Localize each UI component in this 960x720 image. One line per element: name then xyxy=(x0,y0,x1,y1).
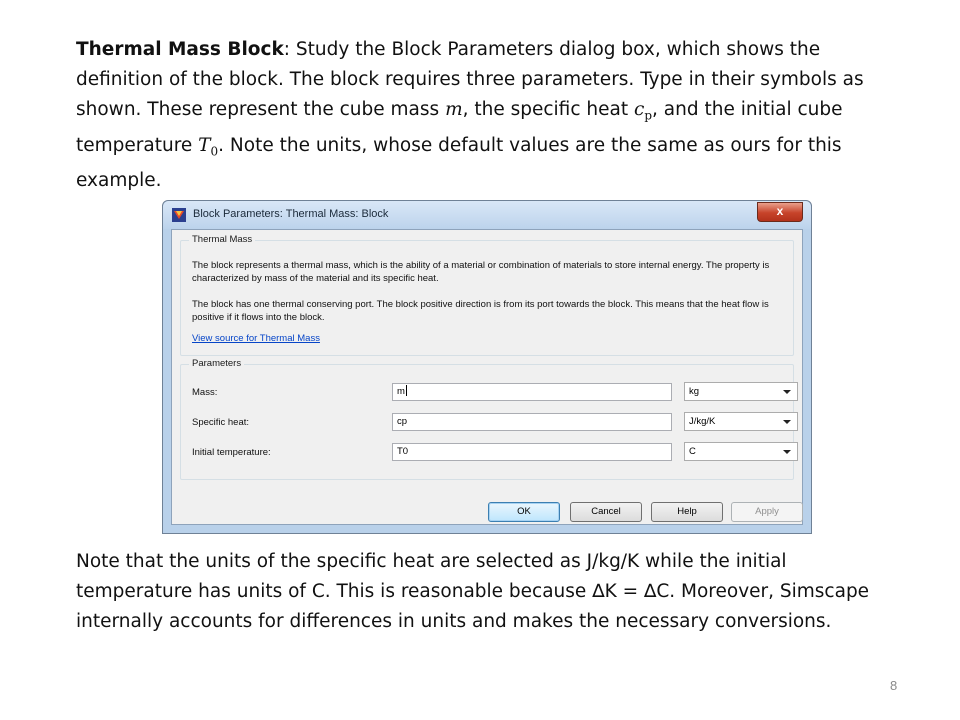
intro-paragraph xyxy=(76,35,906,196)
parameters-group-title: Parameters xyxy=(189,358,244,369)
initial-temperature-unit-select[interactable]: C xyxy=(684,442,798,461)
specific-heat-label: Specific heat: xyxy=(192,417,250,428)
initial-temperature-input[interactable]: T0 xyxy=(392,443,672,461)
intro-heading: Thermal Mass Block xyxy=(76,39,284,60)
thermal-mass-group xyxy=(180,234,794,356)
ok-button[interactable]: OK xyxy=(488,502,560,522)
block-parameters-dialog xyxy=(162,200,812,534)
chevron-down-icon xyxy=(783,420,791,424)
dialog-client-area xyxy=(171,229,803,525)
mass-input[interactable]: m xyxy=(392,383,672,401)
close-button[interactable]: x xyxy=(757,202,803,222)
view-source-link[interactable]: View source for Thermal Mass xyxy=(192,333,320,344)
intro-text-3: , and the initial cube temperature xyxy=(76,99,843,156)
cp-symbol: $c_p$ xyxy=(633,99,653,123)
mass-unit-select[interactable]: kg xyxy=(684,382,798,401)
text-cursor xyxy=(406,385,407,396)
apply-button[interactable]: Apply xyxy=(731,502,803,522)
thermal-mass-group-title: Thermal Mass xyxy=(189,234,255,245)
t0-symbol: $T_0$ xyxy=(198,134,219,159)
outro-text-1: Note that the units of the specific heat are selected as J/kg/K while the initial temperature has units of C. This is reasonable because xyxy=(76,551,787,602)
mass-label: Mass: xyxy=(192,387,218,398)
block-description-1: The block represents a thermal mass, which is the ability of a material or combination of materials to store internal energy. The property is characterized by mass of the material and its specific heat. xyxy=(192,260,770,284)
outro-text-2: . Moreover, Simscape internally accounts for differences in units and makes the necessary conversions. xyxy=(76,581,870,632)
initial-temperature-label: Initial temperature: xyxy=(192,447,271,458)
specific-heat-input[interactable]: cp xyxy=(392,413,672,431)
dialog-titlebar[interactable] xyxy=(163,201,811,229)
simulink-block-icon xyxy=(172,208,186,222)
parameters-group xyxy=(180,358,794,480)
mass-symbol: m xyxy=(445,99,463,120)
block-description-2: The block has one thermal conserving port. The block positive direction is from its port towards the block. This means that the heat flow is positive if it flows into the block. xyxy=(192,299,769,323)
page-number: 8 xyxy=(890,678,898,693)
delta-equation: ∆K = ∆C xyxy=(592,581,670,602)
outro-paragraph xyxy=(76,547,906,637)
dialog-title: Block Parameters: Thermal Mass: Block xyxy=(193,208,389,220)
specific-heat-unit-select[interactable]: J/kg/K xyxy=(684,412,798,431)
intro-text-4: . Note the units, whose default values are the same as ours for this example. xyxy=(76,134,842,192)
intro-text-2: , the specific heat xyxy=(462,99,634,120)
cancel-button[interactable]: Cancel xyxy=(570,502,642,522)
chevron-down-icon xyxy=(783,390,791,394)
chevron-down-icon xyxy=(783,450,791,454)
help-button[interactable]: Help xyxy=(651,502,723,522)
intro-text-1: : Study the Block Parameters dialog box, which shows the definition of the block. The block requires three parameters. Type in their symbols as shown. These represent the cube mass xyxy=(76,39,864,120)
